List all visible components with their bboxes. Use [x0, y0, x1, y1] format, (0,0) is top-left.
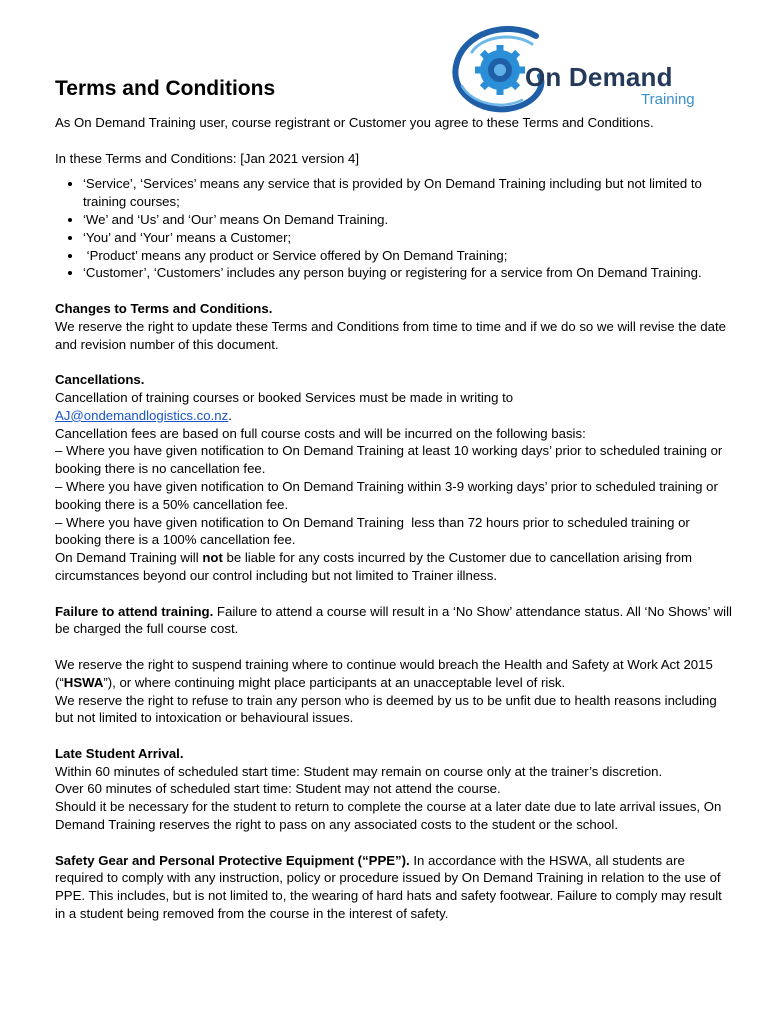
- section-text: Should it be necessary for the student to return to complete the course at a later date due to late arrival issues, On Demand Training reserves the right to pass on any associated costs to the student or the school.: [55, 799, 722, 833]
- liability-pre: On Demand Training will: [55, 550, 203, 566]
- liability-bold: not: [202, 550, 223, 566]
- cancellation-rule: – Where you have given notification to On Demand Training within 3-9 working days’ prior to scheduled training or booking there is a 50% cancellation fee.: [55, 478, 718, 512]
- section-heading: Late Student Arrival.: [55, 745, 184, 761]
- email-suffix: .: [228, 407, 232, 423]
- suspend-bold: HSWA: [63, 674, 104, 690]
- section-safety: [55, 852, 735, 923]
- section-suspend: [55, 656, 735, 727]
- section-text: Failure to attend a course will result in a ‘No Show’ attendance status. All ‘No Shows’ will be charged the full course cost.: [55, 603, 736, 637]
- page-title: Terms and Conditions: [55, 77, 276, 100]
- refuse-text: We reserve the right to refuse to train any person who is deemed by us to be unfit due to health reasons including but not limited to intoxication or behavioural issues.: [55, 692, 717, 726]
- section-cancellations: [55, 371, 735, 585]
- section-text: Over 60 minutes of scheduled start time: Student may not attend the course.: [55, 781, 501, 797]
- logo-name: On Demand: [525, 62, 673, 92]
- suspend-pre: We reserve the right to suspend training where to continue would breach the Health and Safety at Work Act 2015 (“: [55, 656, 713, 690]
- list-item: • ‘You’ and ‘Your’ means a Customer;: [83, 229, 735, 247]
- intro-paragraph: As On Demand Training user, course registrant or Customer you agree to these Terms and Conditions.: [55, 115, 654, 130]
- email-link[interactable]: AJ@ondemandlogistics.co.nz: [55, 407, 229, 423]
- section-heading: Failure to attend training.: [55, 603, 214, 619]
- section-text: In accordance with the HSWA, all students are required to comply with any instruction, policy or procedure issued by On Demand Training in relation to the use of PPE. This includes, but is not limited to, the wearing of hard hats and safety footwear. Failure to comply may result in a student being removed from the course in the interest of safety.: [55, 852, 726, 922]
- document-body: [55, 114, 735, 941]
- liability-post: be liable for any costs incurred by the Customer due to cancellation arising from circumstances beyond our control including but not limited to Trainer illness.: [55, 550, 696, 583]
- section-failure: [55, 603, 735, 639]
- cancellation-rule: – Where you have given notification to On Demand Training less than 72 hours prior to scheduled training or booking there is a 100% cancellation fee.: [55, 514, 694, 548]
- section-heading: Cancellations.: [55, 372, 145, 388]
- logo-subtitle: Training: [641, 91, 695, 108]
- list-item: • ‘We’ and ‘Us’ and ‘Our’ means On Demand Training.: [83, 211, 735, 229]
- suspend-text: [55, 656, 735, 692]
- list-item: • ‘Customer’, ‘Customers’ includes any person buying or registering for a service from On Demand Training.: [83, 264, 735, 282]
- section-text: Cancellation of training courses or booked Services must be made in writing to: [55, 389, 514, 405]
- section-heading: Changes to Terms and Conditions.: [55, 300, 273, 316]
- section-text: Cancellation fees are based on full course costs and will be incurred on the following basis:: [55, 425, 586, 441]
- section-text: We reserve the right to update these Terms and Conditions from time to time and if we do so we will revise the date and revision number of this document.: [55, 318, 726, 352]
- version-line: In these Terms and Conditions: [Jan 2021 version 4]: [55, 150, 359, 166]
- list-item: • ‘Product’ means any product or Service offered by On Demand Training;: [83, 247, 735, 265]
- list-item: • ‘Service’, ‘Services’ means any service that is provided by On Demand Training including but not limited to training courses;: [83, 175, 735, 211]
- suspend-post: ”), or where continuing might place participants at an unacceptable level of risk.: [103, 674, 566, 690]
- section-text: Within 60 minutes of scheduled start time: Student may remain on course only at the trainer’s discretion.: [55, 763, 663, 779]
- section-changes: [55, 300, 735, 353]
- email-line: [55, 407, 735, 425]
- section-heading: Safety Gear and Personal Protective Equipment (“PPE”).: [55, 852, 410, 868]
- liability-text: [55, 549, 735, 585]
- cancellation-rule: – Where you have given notification to On Demand Training at least 10 working days’ prior to scheduled training or booking there is no cancellation fee.: [55, 443, 723, 477]
- section-late-arrival: [55, 745, 735, 834]
- definitions-list: [55, 175, 735, 282]
